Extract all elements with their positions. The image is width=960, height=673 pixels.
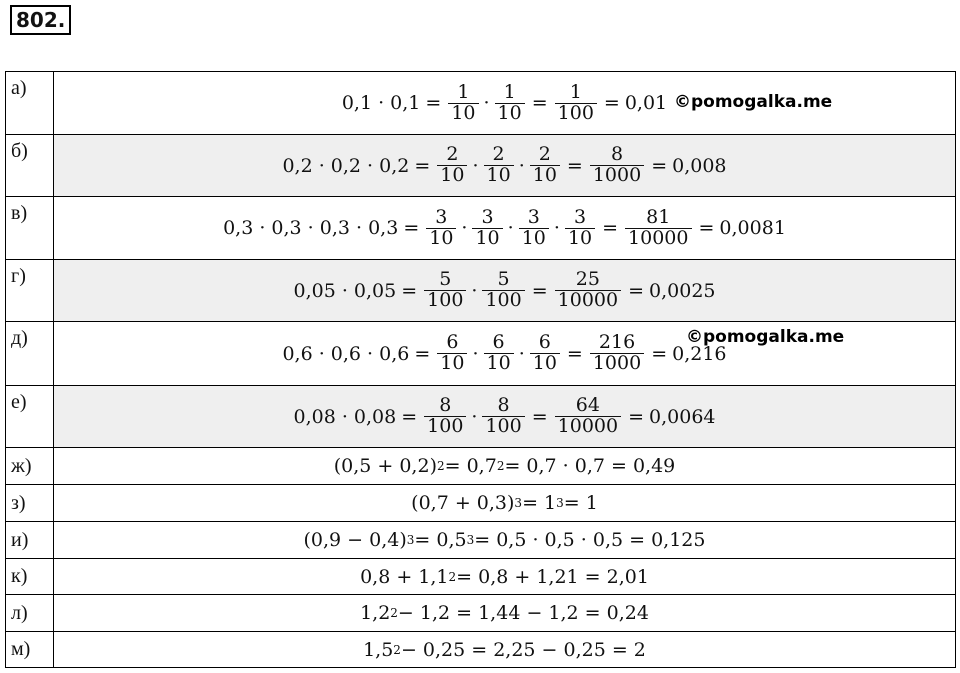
fraction: $\frac{3}{10}$: [426, 208, 456, 249]
row-label: и): [6, 522, 54, 559]
table-row: [6, 135, 956, 197]
row-expression: 1,5 2 − 0,25 = 2,25 − 0,25 = 2: [54, 632, 956, 668]
row-expression: 0,05 · 0,05 = $\frac{5}{100}$ · $\frac{5}{100}$ = $\frac{25}{10000}$ = 0,0025: [54, 260, 956, 322]
fraction: $\frac{8}{1000}$: [590, 145, 644, 186]
table-row: [6, 595, 956, 632]
row-label: л): [6, 595, 54, 632]
fraction: $\frac{3}{10}$: [565, 208, 595, 249]
fraction: $\frac{1}{10}$: [448, 83, 478, 124]
row-expression: (0,5 + 0,2) 2 = 0,7 2 = 0,7 · 0,7 = 0,49: [54, 448, 956, 485]
row-label: д): [6, 322, 54, 386]
fraction: $\frac{64}{10000}$: [555, 396, 621, 437]
row-expression: (0,9 − 0,4) 3 = 0,5 3 = 0,5 · 0,5 · 0,5 = 0,125: [54, 522, 956, 559]
row-expression: 0,08 · 0,08 = $\frac{8}{100}$ · $\frac{8}{100}$ = $\frac{64}{10000}$ = 0,0064: [54, 386, 956, 448]
row-label: ж): [6, 448, 54, 485]
table-row: [6, 197, 956, 260]
row-label: е): [6, 386, 54, 448]
fraction: $\frac{1}{100}$: [555, 83, 597, 124]
row-expression: 0,1 · 0,1 = $\frac{1}{10}$ · $\frac{1}{10}$ = $\frac{1}{100}$ = 0,01: [54, 72, 956, 135]
row-label: з): [6, 485, 54, 522]
table-row: [6, 448, 956, 485]
fraction: $\frac{2}{10}$: [437, 145, 467, 186]
watermark: ©pomogalka.me: [674, 92, 833, 112]
row-label: к): [6, 559, 54, 595]
fraction: $\frac{5}{100}$: [482, 270, 524, 311]
row-expression: 1,2 2 − 1,2 = 1,44 − 1,2 = 0,24: [54, 595, 956, 632]
watermark: ©pomogalka.me: [686, 327, 845, 347]
row-expression: (0,7 + 0,3) 3 = 1 3 = 1: [54, 485, 956, 522]
solutions-table: [5, 71, 956, 668]
table-row: [6, 485, 956, 522]
fraction: $\frac{6}{10}$: [530, 333, 560, 374]
table-row: [6, 632, 956, 668]
row-label: а): [6, 72, 54, 135]
table-row: [6, 386, 956, 448]
row-label: б): [6, 135, 54, 197]
row-expression: 0,8 + 1,1 2 = 0,8 + 1,21 = 2,01: [54, 559, 956, 595]
fraction: $\frac{6}{10}$: [484, 333, 514, 374]
table-row: [6, 559, 956, 595]
fraction: $\frac{6}{10}$: [437, 333, 467, 374]
fraction: $\frac{1}{10}$: [495, 83, 525, 124]
fraction: $\frac{3}{10}$: [472, 208, 502, 249]
problem-number: 802.: [10, 5, 71, 35]
row-label: г): [6, 260, 54, 322]
table-row: [6, 522, 956, 559]
row-label: м): [6, 632, 54, 668]
fraction: $\frac{25}{10000}$: [555, 270, 621, 311]
fraction: $\frac{216}{1000}$: [590, 333, 644, 374]
fraction: $\frac{2}{10}$: [530, 145, 560, 186]
fraction: $\frac{8}{100}$: [424, 396, 466, 437]
table-row: [6, 260, 956, 322]
fraction: $\frac{81}{10000}$: [625, 208, 691, 249]
fraction: $\frac{5}{100}$: [424, 270, 466, 311]
row-label: в): [6, 197, 54, 260]
fraction: $\frac{3}{10}$: [519, 208, 549, 249]
row-expression: 0,3 · 0,3 · 0,3 · 0,3 = $\frac{3}{10}$ · $\frac{3}{10}$ · $\frac{3}{10}$ · $\frac{3}{10}$ = $\frac{81}{10000}$ = 0,0081: [54, 197, 956, 260]
row-expression: 0,6 · 0,6 · 0,6 = $\frac{6}{10}$ · $\frac{6}{10}$ · $\frac{6}{10}$ = $\frac{216}{1000}$ = 0,216: [54, 322, 956, 386]
row-expression: 0,2 · 0,2 · 0,2 = $\frac{2}{10}$ · $\frac{2}{10}$ · $\frac{2}{10}$ = $\frac{8}{1000}$ = 0,008: [54, 135, 956, 197]
fraction: $\frac{2}{10}$: [484, 145, 514, 186]
fraction: $\frac{8}{100}$: [482, 396, 524, 437]
